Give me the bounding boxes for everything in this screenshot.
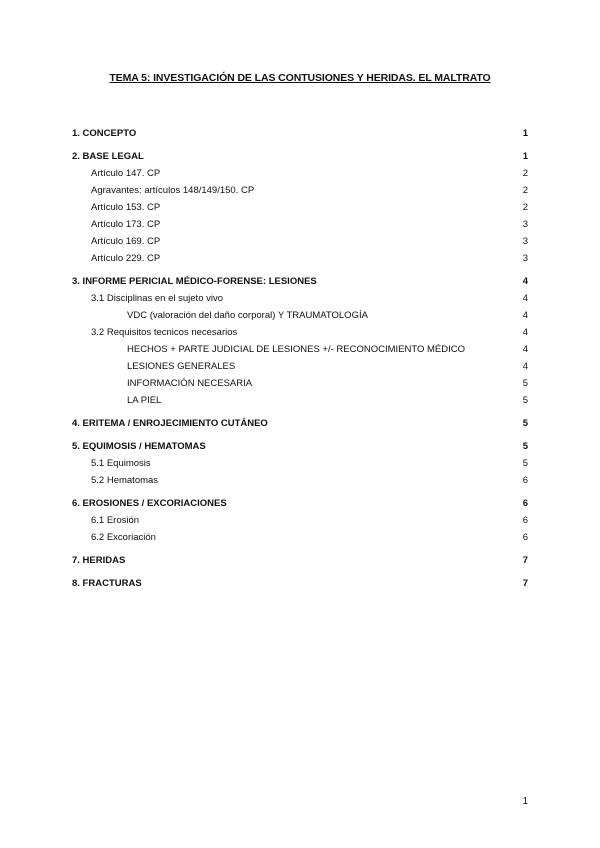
toc-entry[interactable] (72, 495, 528, 512)
toc-entry-page: 7 (522, 578, 528, 589)
toc-entry-page: 5 (522, 441, 528, 452)
toc-entry-page: 2 (522, 168, 528, 179)
toc-entry-label: 5.1 Equimosis (91, 458, 151, 469)
toc-entry[interactable] (72, 472, 528, 489)
toc-entry-label: 6.2 Excoriación (91, 532, 156, 543)
toc-entry-page: 4 (522, 310, 528, 321)
table-of-contents (72, 125, 528, 592)
toc-entry-page: 6 (522, 498, 528, 509)
toc-entry[interactable] (72, 148, 528, 165)
toc-entry[interactable] (72, 273, 528, 290)
toc-entry-label: Artículo 147. CP (91, 168, 161, 179)
toc-entry[interactable] (72, 415, 528, 432)
toc-entry-page: 3 (522, 253, 528, 264)
toc-entry-page: 4 (522, 293, 528, 304)
toc-entry[interactable] (72, 575, 528, 592)
toc-entry[interactable] (72, 307, 528, 324)
toc-entry[interactable] (72, 512, 528, 529)
toc-entry[interactable] (72, 216, 528, 233)
toc-entry-page: 1 (522, 128, 528, 139)
toc-entry[interactable] (72, 125, 528, 142)
toc-entry-label: HECHOS + PARTE JUDICIAL DE LESIONES +/- RECONOCIMIENTO MÉDICO (127, 344, 466, 355)
toc-entry[interactable] (72, 392, 528, 409)
toc-entry-label: 3.2 Requisitos tecnicos necesarios (91, 327, 238, 338)
toc-entry-label: INFORMACIÓN NECESARIA (127, 378, 253, 389)
page-number: 1 (522, 796, 528, 807)
toc-entry-label: LA PIEL (127, 395, 162, 406)
toc-entry[interactable] (72, 529, 528, 546)
toc-entry-page: 5 (522, 418, 528, 429)
toc-entry-label: 6. EROSIONES / EXCORIACIONES (72, 498, 227, 509)
toc-entry-label: 2. BASE LEGAL (72, 151, 144, 162)
toc-entry-label: Artículo 229. CP (91, 253, 161, 264)
toc-entry-page: 5 (522, 378, 528, 389)
toc-entry-label: 5.2 Hematomas (91, 475, 159, 486)
toc-entry-page: 2 (522, 202, 528, 213)
toc-entry-label: Artículo 173. CP (91, 219, 161, 230)
toc-entry-label: VDC (valoración del daño corporal) Y TRAUMATOLOGÍA (127, 310, 368, 321)
toc-entry[interactable] (72, 438, 528, 455)
toc-entry-label: Artículo 153. CP (91, 202, 161, 213)
toc-entry-page: 3 (522, 219, 528, 230)
toc-entry[interactable] (72, 290, 528, 307)
toc-entry-page: 4 (522, 327, 528, 338)
toc-entry-page: 5 (522, 458, 528, 469)
toc-entry-page: 4 (522, 276, 528, 287)
toc-entry-label: Agravantes: artículos 148/149/150. CP (91, 185, 255, 196)
toc-entry-page: 7 (522, 555, 528, 566)
toc-entry-label: 5. EQUIMOSIS / HEMATOMAS (72, 441, 206, 452)
toc-entry[interactable] (72, 375, 528, 392)
toc-entry-page: 6 (522, 515, 528, 526)
toc-entry-page: 4 (522, 344, 528, 355)
toc-entry-label: LESIONES GENERALES (127, 361, 236, 372)
toc-entry[interactable] (72, 250, 528, 267)
toc-entry-label: 3. INFORME PERICIAL MÉDICO-FORENSE: LESIONES (72, 276, 317, 287)
toc-entry-page: 2 (522, 185, 528, 196)
toc-entry-page: 6 (522, 475, 528, 486)
toc-entry-page: 5 (522, 395, 528, 406)
toc-entry[interactable] (72, 324, 528, 341)
toc-entry[interactable] (72, 358, 528, 375)
toc-entry-label: 3.1 Disciplinas en el sujeto vivo (91, 293, 224, 304)
toc-entry[interactable] (72, 552, 528, 569)
toc-entry-label: 7. HERIDAS (72, 555, 126, 566)
toc-entry-label: 1. CONCEPTO (72, 128, 137, 139)
toc-entry-page: 3 (522, 236, 528, 247)
toc-entry[interactable] (72, 455, 528, 472)
toc-entry-page: 1 (522, 151, 528, 162)
toc-entry-page: 4 (522, 361, 528, 372)
toc-entry-label: 8. FRACTURAS (72, 578, 142, 589)
toc-entry-label: 6.1 Erosión (91, 515, 140, 526)
toc-entry[interactable] (72, 341, 528, 358)
toc-entry[interactable] (72, 199, 528, 216)
toc-entry-label: Artículo 169. CP (91, 236, 161, 247)
toc-entry-label: 4. ERITEMA / ENROJECIMIENTO CUTÁNEO (72, 418, 268, 429)
toc-entry[interactable] (72, 233, 528, 250)
toc-entry[interactable] (72, 182, 528, 199)
toc-entry[interactable] (72, 165, 528, 182)
document-title: TEMA 5: INVESTIGACIÓN DE LAS CONTUSIONES Y HERIDAS. EL MALTRATO (109, 72, 491, 84)
toc-entry-page: 6 (522, 532, 528, 543)
